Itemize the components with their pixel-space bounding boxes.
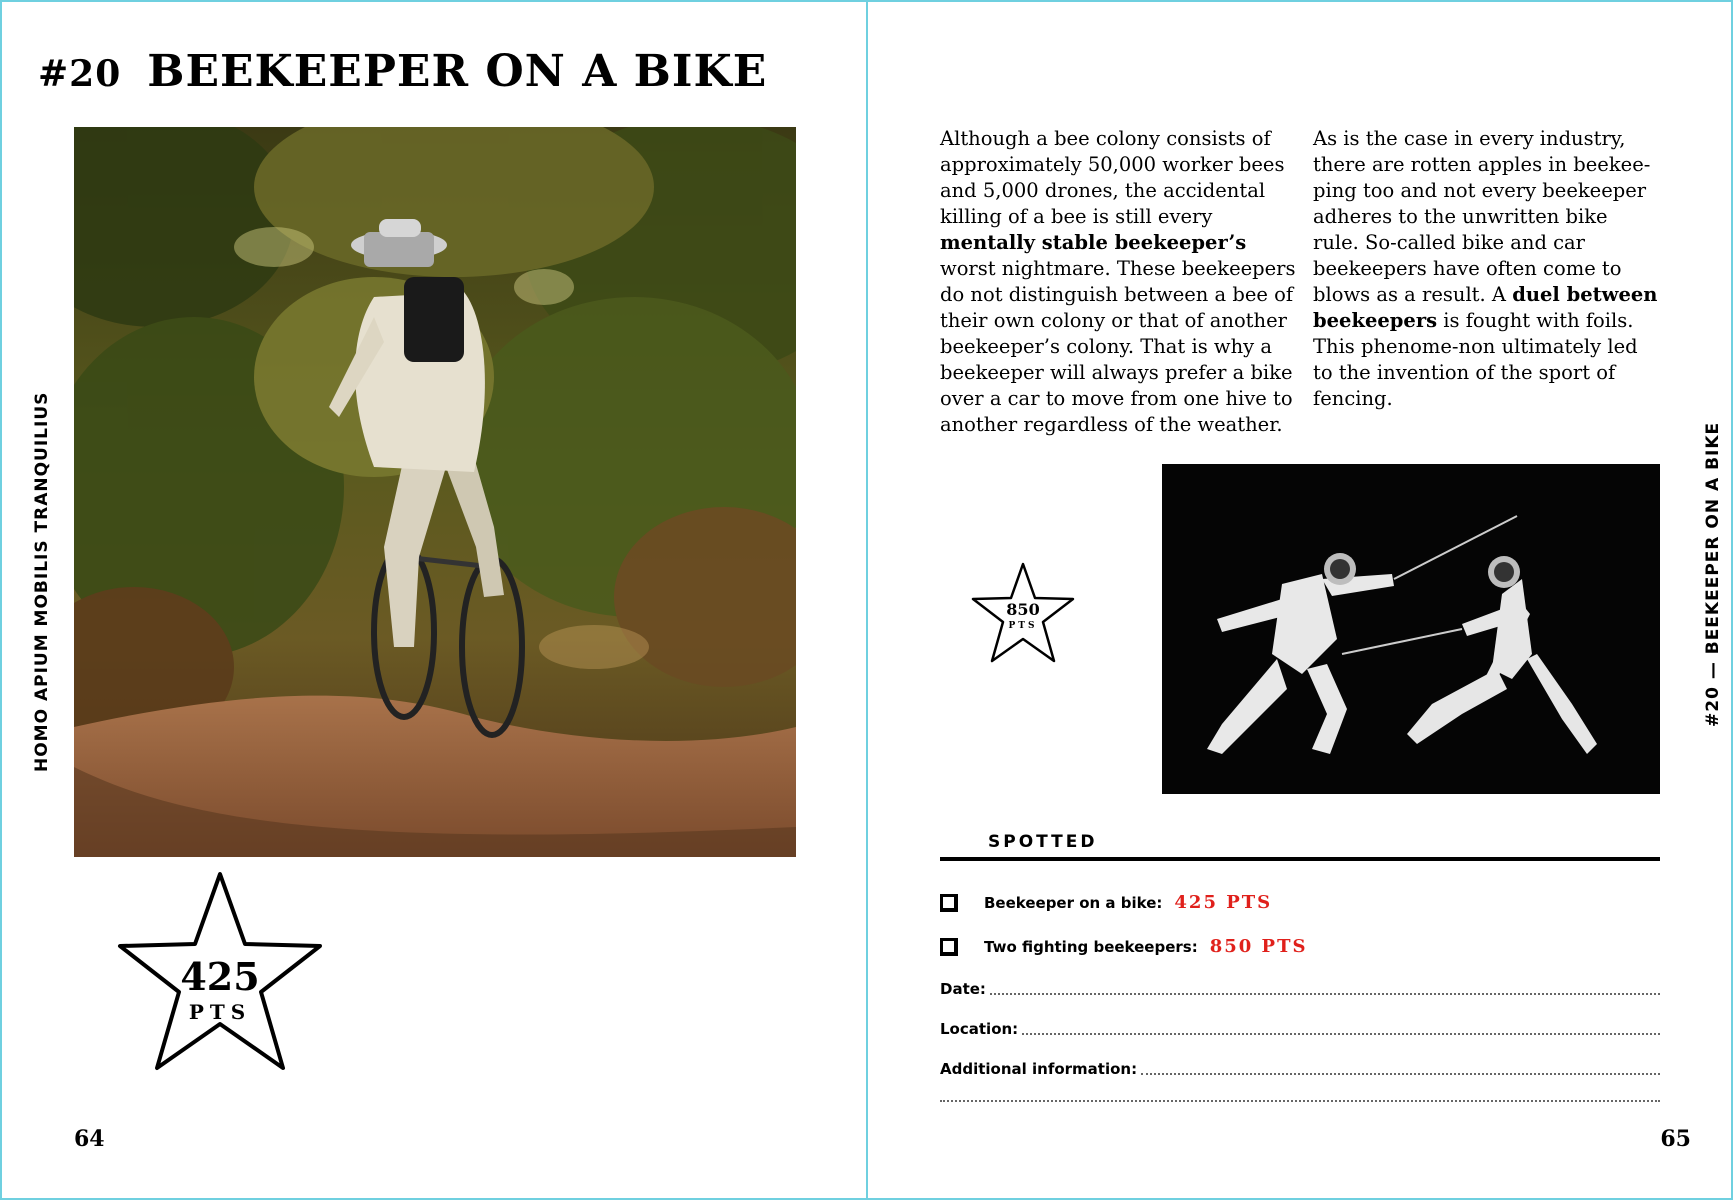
star-points-value: 850 — [1006, 600, 1040, 619]
body-column-1 — [940, 126, 1298, 438]
page-title — [38, 46, 767, 97]
para1-part1: Although a bee colony consists of approximately 50,000 worker bees and 5,000 drones, the accidental killing of a bee is still every — [940, 127, 1285, 228]
right-page — [866, 0, 1733, 1200]
additional-info-line-2[interactable] — [940, 1100, 1660, 1102]
side-title: #20 — BEEKEEPER ON A BIKE — [1703, 421, 1723, 727]
spotted-item-points: 425 PTS — [1174, 892, 1273, 913]
para2-part1: As is the case in every industry, there are rotten apples in beekee-ping too and not every beekeeper adheres to the unwritten bike rule. So-called bike and car beekeepers have often come to blows as a result. A — [1313, 127, 1651, 306]
page-number-right: 65 — [1660, 1126, 1691, 1152]
fencing-photo — [1162, 464, 1660, 794]
location-field[interactable] — [940, 1020, 1660, 1038]
left-page — [0, 0, 866, 1200]
checkbox-icon[interactable] — [940, 938, 958, 956]
spotted-item-label: Two fighting beekeepers: — [984, 937, 1198, 956]
star-points-unit: PTS — [1008, 621, 1038, 631]
star-points-value: 425 — [180, 954, 260, 999]
title-text: BEEKEEPER ON A BIKE — [147, 46, 768, 97]
date-line[interactable] — [990, 993, 1660, 995]
additional-info-field[interactable] — [940, 1060, 1660, 1078]
date-field[interactable] — [940, 980, 1660, 998]
spotted-divider — [940, 857, 1660, 861]
para1-part2: worst nightmare. These beekeepers do not distinguish between a bee of their own colony or that of another beekeeper’s colony. That is why a beekeeper will always prefer a bike over a car to move from one hive to another regardless of the weather. — [940, 257, 1296, 436]
additional-info-line[interactable] — [1141, 1073, 1660, 1075]
para1-bold: mentally stable beekeeper’s — [940, 231, 1247, 254]
date-label: Date: — [940, 980, 986, 998]
para2-part2: is fought with foils. This phenome-non ultimately led to the invention of the sport of fencing. — [1313, 309, 1638, 410]
additional-info-label: Additional information: — [940, 1060, 1138, 1078]
spotted-item-label: Beekeeper on a bike: — [984, 893, 1163, 912]
spotted-item-fighting[interactable] — [940, 936, 1307, 957]
location-line[interactable] — [1022, 1033, 1660, 1035]
page-number-left: 64 — [74, 1126, 105, 1152]
latin-name: HOMO APIUM MOBILIS TRANQUILIUS — [32, 391, 52, 772]
points-star-425 — [112, 868, 328, 1076]
spotted-item-points: 850 PTS — [1209, 936, 1308, 957]
para2-bold: duel between beekeepers — [1313, 283, 1658, 332]
title-number: #20 — [38, 53, 122, 95]
checkbox-icon[interactable] — [940, 894, 958, 912]
body-column-2 — [1313, 126, 1658, 412]
spotted-item-bike[interactable] — [940, 892, 1272, 913]
beekeeper-bike-illustration — [74, 127, 796, 857]
beekeeper-bike-photo — [74, 127, 796, 857]
spotted-heading: SPOTTED — [988, 832, 1098, 852]
points-star-850 — [968, 560, 1078, 666]
additional-info-field-2[interactable] — [940, 1100, 1660, 1105]
location-label: Location: — [940, 1020, 1019, 1038]
star-points-unit: PTS — [188, 1000, 252, 1024]
fencers-illustration — [1162, 464, 1660, 794]
